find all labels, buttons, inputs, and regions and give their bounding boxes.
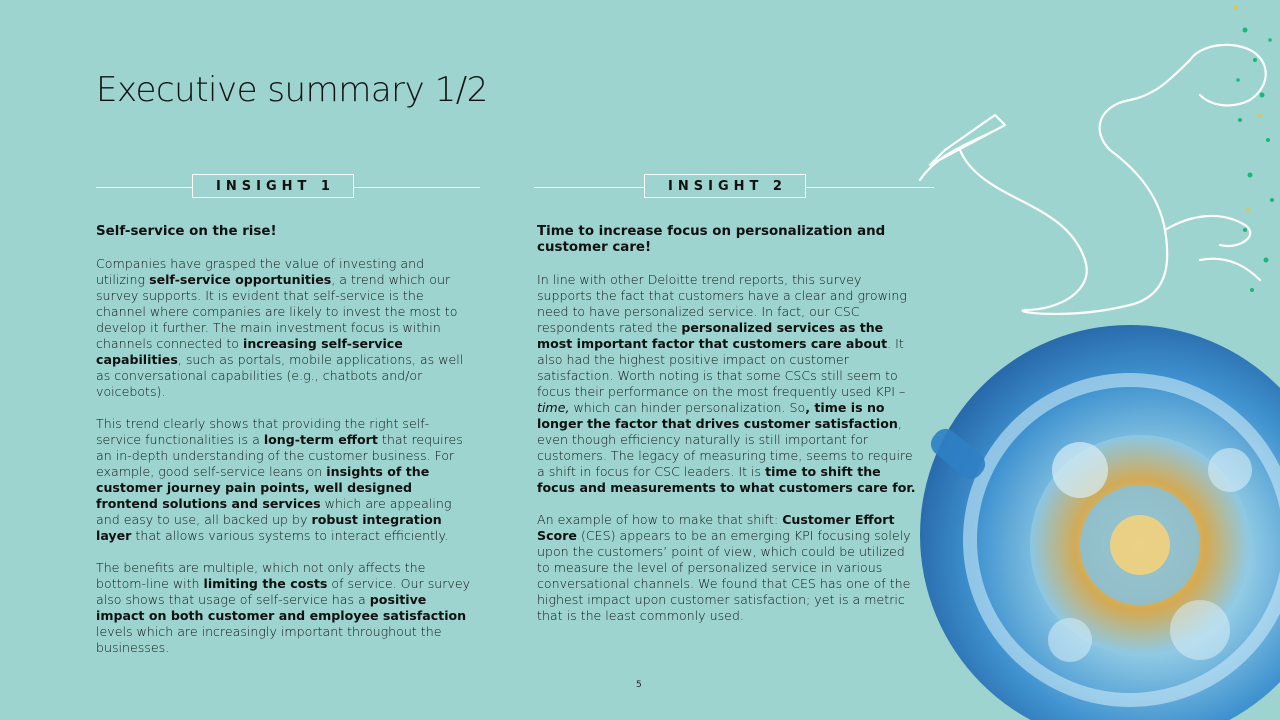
insight-1-header xyxy=(96,174,480,202)
text-run: which are appealing and easy to use, all backed up by xyxy=(96,496,452,527)
insight-2-column xyxy=(537,224,917,640)
insight-2-paragraph-2 xyxy=(537,512,917,624)
text-run: that requires an in-depth understanding of the customer business. For example, good self-service leans on xyxy=(96,432,463,479)
text-run: Companies have grasped the value of investing and utilizing xyxy=(96,256,425,287)
text-run: limiting the costs xyxy=(203,576,328,591)
text-run: The benefits are multiple, which not only affects the bottom-line with xyxy=(96,560,426,591)
insight-1-rule-right xyxy=(354,187,480,188)
insight-2-heading: Time to increase focus on personalization and customer care! xyxy=(537,224,886,255)
confetti-dots xyxy=(1236,28,1274,293)
insight-2-rule-left xyxy=(534,187,644,188)
insight-1-paragraph-3 xyxy=(96,560,474,656)
text-run: that allows various systems to interact efficiently. xyxy=(131,528,449,543)
text-run: , even though efficiency naturally is still important for customers. The legacy of measuring time, seems to require a shift in focus for CSC leaders. It is xyxy=(537,416,913,479)
text-run: time, xyxy=(537,400,570,415)
text-run: insights of the customer journey pain points, well designed frontend solutions and services xyxy=(96,464,430,511)
text-run: , such as portals, mobile applications, as well as conversational capabilities (e.g., chatbots and/or voicebots). xyxy=(96,352,464,399)
text-run: increasing self-service capabilities xyxy=(96,336,403,367)
text-run: personalized services as the most important factor that customers care about xyxy=(537,320,888,351)
text-run: of service. Our survey also shows that usage of self-service has a xyxy=(96,576,471,607)
insight-2-label: INSIGHT 2 xyxy=(644,174,806,198)
page-title: Executive summary 1/2 xyxy=(96,70,488,110)
text-run: robust integration layer xyxy=(96,512,442,543)
text-run: levels which are increasingly important throughout the businesses. xyxy=(96,624,442,655)
page-number: 5 xyxy=(636,680,642,690)
sketch-figure xyxy=(920,45,1266,314)
insight-1-paragraph-2 xyxy=(96,416,474,544)
insight-1-column xyxy=(96,224,474,672)
text-run: time to shift the focus and measurements to what customers care for. xyxy=(537,464,916,495)
insight-1-heading: Self-service on the rise! xyxy=(96,224,277,239)
insight-1-paragraph-1 xyxy=(96,256,474,400)
text-run: (CES) appears to be an emerging KPI focusing solely upon the customers’ point of view, which could be utilized to measure the level of personalized service in various conversational channels. We found that CES has one of the highest impact upon customer satisfaction; yet is a metric that is the least commonly used. xyxy=(537,528,911,623)
text-run: , time is no longer the factor that drives customer satisfaction xyxy=(537,400,898,431)
text-run: . It also had the highest positive impact on customer satisfaction. Worth noting is that some CSCs still seem to focus their performance on the most frequently used KPI – xyxy=(537,336,906,399)
text-run: Customer Effort Score xyxy=(537,512,895,543)
insight-2-header xyxy=(534,174,934,202)
text-run: long-term effort xyxy=(263,432,378,447)
insight-1-label: INSIGHT 1 xyxy=(192,174,354,198)
decorative-illustration xyxy=(900,0,1280,720)
text-run: This trend clearly shows that providing the right self-service functionalities is a xyxy=(96,416,430,447)
text-run: positive impact on both customer and employee satisfaction xyxy=(96,592,467,623)
insight-2-paragraph-1 xyxy=(537,272,917,496)
text-run: An example of how to make that shift: xyxy=(537,512,783,527)
text-run: which can hinder personalization. So xyxy=(569,400,806,415)
text-run: self-service opportunities xyxy=(149,272,332,287)
text-run: In line with other Deloitte trend reports, this survey supports the fact that customers have a clear and growing need to have personalized service. In fact, our CSC respondents rated the xyxy=(537,272,907,335)
insight-1-rule-left xyxy=(96,187,192,188)
text-run: , a trend which our survey supports. It is evident that self-service is the channel where companies are likely to invest the most to develop it further. The main investment focus is within channels connected to xyxy=(96,272,458,351)
